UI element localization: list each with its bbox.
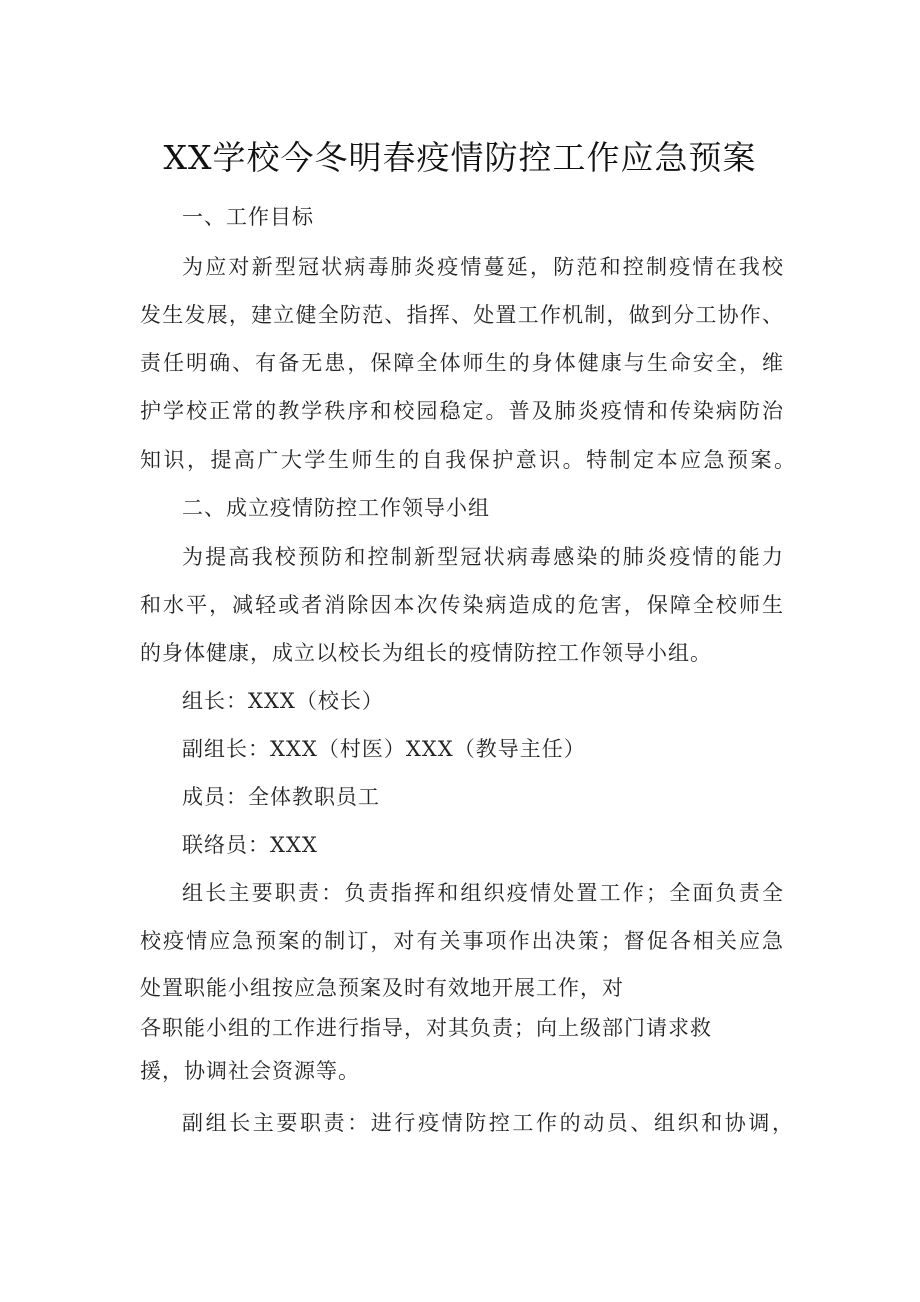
section-heading-goals: 一、工作目标	[182, 205, 314, 229]
paragraph-line: 校疫情应急预案的制订，对有关事项作出决策；督促各相关应急	[140, 929, 784, 953]
paragraph-line: 组长主要职责：负责指挥和组织疫情处置工作；全面负责全	[182, 881, 784, 905]
paragraph-line: 为应对新型冠状病毒肺炎疫情蔓延，防范和控制疫情在我校	[182, 255, 784, 279]
paragraph-line: 援，协调社会资源等。	[140, 1059, 360, 1083]
deputy-leader-line: 副组长：XXX（村医）XXX（教导主任）	[182, 737, 586, 761]
paragraph-line: 发生发展，建立健全防范、指挥、处置工作机制，做到分工协作、	[140, 303, 784, 327]
section-heading-leadership: 二、成立疫情防控工作领导小组	[182, 496, 490, 520]
leader-line: 组长：XXX（校长）	[182, 689, 384, 713]
paragraph-line: 各职能小组的工作进行指导，对其负责；向上级部门请求救	[140, 1016, 712, 1040]
members-line: 成员：全体教职员工	[182, 785, 380, 809]
document-title: XX学校今冬明春疫情防控工作应急预案	[163, 138, 757, 177]
paragraph-line: 和水平，减轻或者消除因本次传染病造成的危害，保障全校师生	[140, 593, 784, 617]
paragraph-line: 处置职能小组按应急预案及时有效地开展工作，对	[140, 976, 624, 1000]
paragraph-line: 责任明确、有备无患，保障全体师生的身体健康与生命安全，维	[140, 351, 784, 375]
paragraph-line: 知识，提高广大学生师生的自我保护意识。特制定本应急预案。	[140, 448, 796, 472]
paragraph-line: 为提高我校预防和控制新型冠状病毒感染的肺炎疫情的能力	[182, 545, 784, 569]
paragraph-line: 副组长主要职责：进行疫情防控工作的动员、组织和协调，	[182, 1111, 794, 1135]
liaison-line: 联络员：XXX	[182, 833, 318, 857]
paragraph-line: 护学校正常的教学秩序和校园稳定。普及肺炎疫情和传染病防治	[140, 399, 784, 423]
paragraph-line: 的身体健康，成立以校长为组长的疫情防控工作领导小组。	[140, 641, 712, 665]
